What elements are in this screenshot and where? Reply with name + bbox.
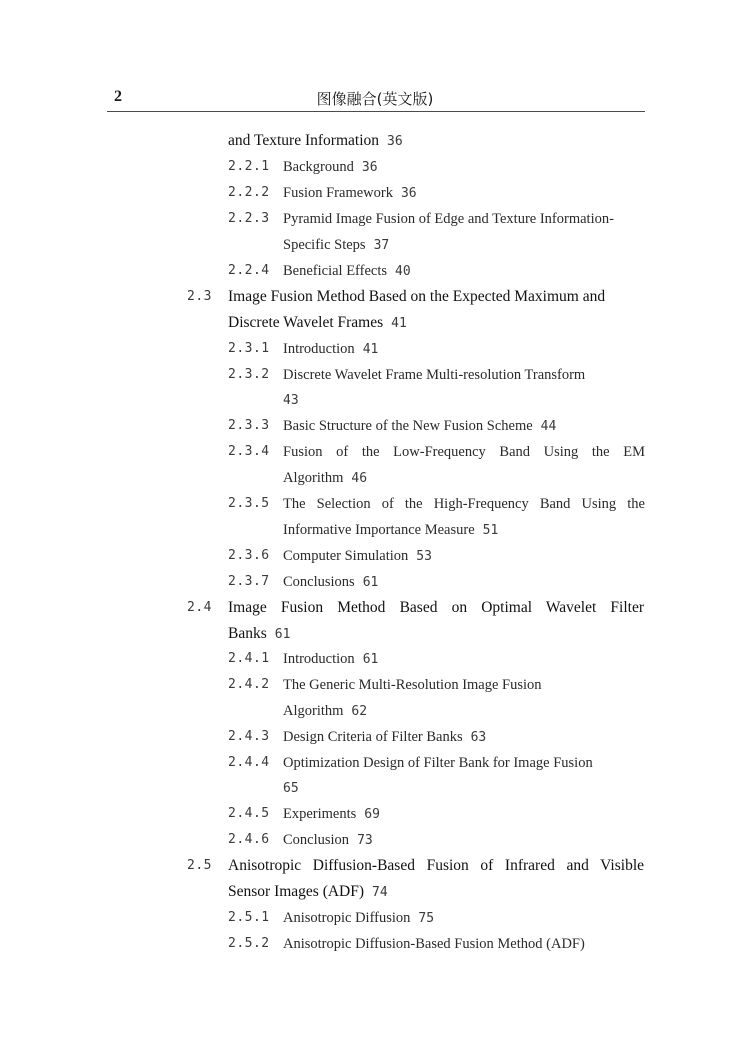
toc-page-number: 36	[361, 160, 378, 175]
toc-entry-2-3-3[interactable]	[228, 413, 648, 439]
toc-number: 2.5	[187, 858, 212, 873]
toc-page-number: 74	[372, 885, 388, 900]
toc-page-number: 43	[283, 393, 299, 408]
toc-title-cont: Informative Importance Measure	[283, 522, 475, 538]
toc-entry-2-3-4-cont[interactable]	[283, 465, 367, 491]
toc-page-number: 51	[482, 523, 499, 538]
toc-title: Image Fusion Method Based on Optimal Wavelet Filter	[228, 599, 644, 616]
toc-entry-2-2-1[interactable]	[228, 154, 648, 180]
toc-title: Fusion Framework 36	[283, 185, 417, 201]
toc-entry-2-4-2[interactable]	[228, 672, 648, 698]
toc-number: 2.4.1	[228, 651, 270, 666]
toc-entry-2-4-2-cont[interactable]	[283, 698, 367, 724]
toc-title-cont: Specific Steps	[283, 237, 366, 253]
toc-page-number: 69	[364, 807, 380, 822]
toc-entry-2-2-3-cont[interactable]	[283, 232, 389, 258]
toc-title: Design Criteria of Filter Banks 63	[283, 729, 487, 745]
toc-page-number: 36	[400, 186, 417, 201]
toc-entry-2-2-3[interactable]	[228, 206, 648, 232]
toc-entry-2-3-5[interactable]	[228, 491, 648, 517]
toc-entry-2-3-2[interactable]	[228, 362, 648, 388]
toc-entry-2-3-7[interactable]	[228, 569, 648, 595]
toc-number: 2.3.7	[228, 574, 270, 589]
toc-entry-2-3-2-cont[interactable]	[283, 387, 299, 413]
toc-page-number: 53	[416, 549, 432, 564]
toc-entry-2-2-4[interactable]	[228, 258, 648, 284]
toc-entry-2-2-2[interactable]	[228, 180, 648, 206]
toc-entry-2-5-2[interactable]	[228, 931, 648, 957]
toc-number: 2.2.3	[228, 211, 270, 226]
toc-entry-2-3-4[interactable]	[228, 439, 648, 465]
toc-title: Conclusion 73	[283, 832, 373, 848]
toc-page-number: 36	[387, 134, 403, 149]
toc-number: 2.4	[187, 600, 212, 615]
toc-title: Discrete Wavelet Frame Multi-resolution Transform	[283, 367, 586, 383]
toc-number: 2.2.1	[228, 159, 270, 174]
toc-number: 2.4.6	[228, 832, 270, 847]
toc-entry-2-4-4[interactable]	[228, 750, 648, 776]
toc-page-number: 46	[351, 471, 368, 486]
toc-number: 2.3.1	[228, 341, 270, 356]
toc-number: 2.3.5	[228, 496, 270, 511]
toc-title: Background 36	[283, 159, 378, 175]
toc-entry-2-3-cont[interactable]	[228, 310, 407, 336]
toc-number: 2.4.2	[228, 677, 270, 692]
toc-title: Introduction 41	[283, 341, 379, 357]
toc-entry-2-3-1[interactable]	[228, 336, 648, 362]
toc-entry-2-4-5[interactable]	[228, 801, 648, 827]
toc-entry-2-4-cont[interactable]	[228, 621, 290, 647]
toc-number: 2.5.2	[228, 936, 270, 951]
toc-page-number: 40	[395, 264, 411, 279]
toc-page-number: 61	[362, 652, 379, 667]
toc-entry-2-5-1[interactable]	[228, 905, 648, 931]
toc-title: Optimization Design of Filter Bank for Image Fusion	[283, 755, 593, 771]
toc-title: Anisotropic Diffusion-Based Fusion Method (ADF)	[283, 936, 585, 952]
toc-title-cont: Discrete Wavelet Frames	[228, 314, 384, 331]
header-rule	[107, 111, 645, 112]
toc-title: Fusion of the Low-Frequency Band Using the EM	[283, 444, 645, 460]
toc-page-number: 62	[351, 704, 368, 719]
toc-number: 2.3.6	[228, 548, 270, 563]
toc-page-number: 37	[373, 238, 390, 253]
toc-title: Computer Simulation 53	[283, 548, 432, 564]
toc-title-cont: Sensor Images (ADF)	[228, 883, 365, 900]
toc-title-cont: Algorithm	[283, 470, 344, 486]
toc-title: Image Fusion Method Based on the Expected Maximum and	[228, 288, 606, 305]
toc-page-number: 61	[274, 627, 291, 642]
toc-page-number: 73	[357, 833, 373, 848]
toc-title: The Generic Multi-Resolution Image Fusion	[283, 677, 542, 693]
toc-entry-2-4[interactable]	[187, 595, 647, 621]
toc-entry-continuation[interactable]	[228, 128, 403, 154]
toc-title: Anisotropic Diffusion-Based Fusion of Infrared and Visible	[228, 857, 644, 874]
toc-number: 2.4.4	[228, 755, 270, 770]
toc-number: 2.2.4	[228, 263, 270, 278]
toc-page-number: 44	[540, 419, 557, 434]
toc-entry-2-5-cont[interactable]	[228, 879, 388, 905]
toc-title: Beneficial Effects 40	[283, 263, 411, 279]
toc-number: 2.3.3	[228, 418, 270, 433]
toc-title: The Selection of the High-Frequency Band Using the	[283, 496, 645, 512]
toc-page-number: 61	[362, 575, 379, 590]
toc-page-number: 75	[418, 911, 435, 926]
toc-number: 2.4.3	[228, 729, 270, 744]
running-title: 图像融合(英文版)	[316, 90, 434, 108]
toc-page-number: 63	[470, 730, 487, 745]
toc-page-number: 65	[283, 781, 299, 796]
toc-page-number: 41	[391, 316, 407, 331]
toc-title-cont: Algorithm	[283, 703, 344, 719]
toc-entry-2-3[interactable]	[187, 284, 647, 310]
page-number: 2	[114, 88, 122, 105]
toc-title: Experiments 69	[283, 806, 380, 822]
toc-entry-2-4-4-cont[interactable]	[283, 775, 299, 801]
toc-number: 2.3	[187, 289, 212, 304]
toc-title: Basic Structure of the New Fusion Scheme 44	[283, 418, 557, 434]
toc-entry-2-5[interactable]	[187, 853, 647, 879]
toc-number: 2.5.1	[228, 910, 270, 925]
toc-entry-2-3-5-cont[interactable]	[283, 517, 498, 543]
toc-entry-2-3-6[interactable]	[228, 543, 648, 569]
toc-entry-2-4-6[interactable]	[228, 827, 648, 853]
toc-entry-2-4-3[interactable]	[228, 724, 648, 750]
toc-title: Anisotropic Diffusion 75	[283, 910, 435, 926]
toc-entry-title: and Texture Information	[228, 132, 379, 149]
toc-number: 2.3.4	[228, 444, 270, 459]
toc-title-cont: Banks	[228, 625, 267, 642]
toc-number: 2.3.2	[228, 367, 270, 382]
toc-page-number: 41	[362, 342, 379, 357]
toc-title: Pyramid Image Fusion of Edge and Texture Information-	[283, 211, 614, 227]
toc-number: 2.4.5	[228, 806, 270, 821]
toc-title: Introduction 61	[283, 651, 379, 667]
toc-entry-2-4-1[interactable]	[228, 646, 648, 672]
toc-number: 2.2.2	[228, 185, 270, 200]
toc-title: Conclusions 61	[283, 574, 379, 590]
